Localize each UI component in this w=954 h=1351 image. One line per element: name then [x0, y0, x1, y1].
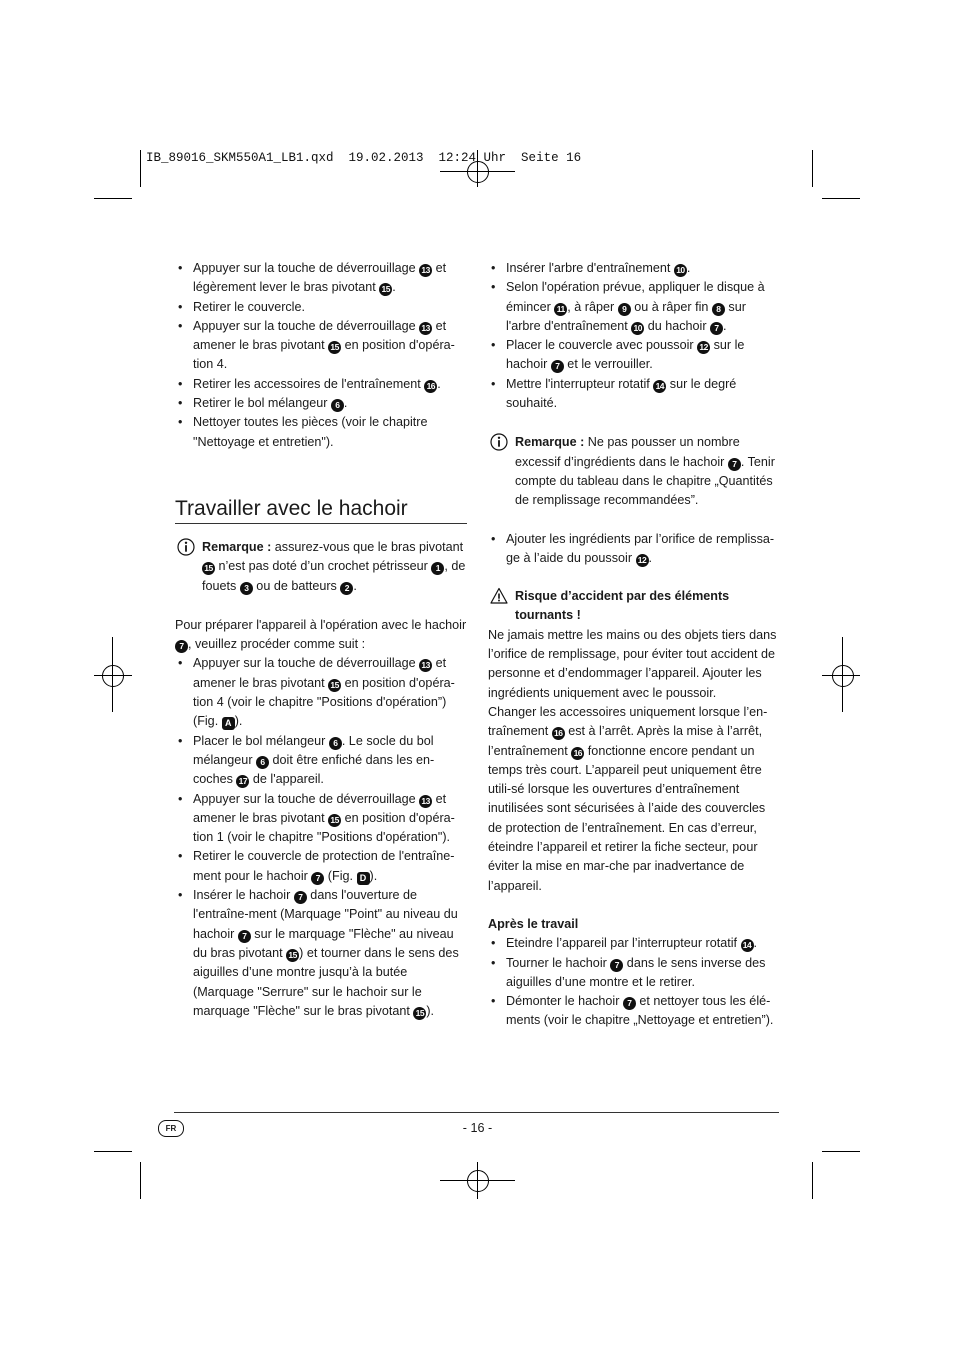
right-mid-list [488, 530, 780, 569]
part-number: 12 [636, 554, 649, 567]
part-number: 14 [653, 380, 666, 393]
text: et amener le bras pivotant [193, 318, 447, 353]
part-number: 13 [419, 322, 432, 335]
part-number: 7 [710, 322, 723, 335]
info-icon [490, 433, 508, 451]
text: doit être enfiché dans les en-coches [193, 752, 435, 787]
text: et le verrouiller. [563, 357, 653, 372]
text: Retirer les accessoires de l'entraînement [193, 376, 425, 391]
part-number: 15 [328, 341, 341, 354]
part-number: 6 [256, 756, 269, 769]
list-item [175, 259, 467, 298]
text: . [686, 261, 691, 275]
text: dans l'ouverture de l'entraîne-ment (Marquage "Point" au niveau du hachoir [193, 888, 458, 941]
list-item [175, 732, 467, 790]
list-item [488, 954, 780, 993]
note-block-left [175, 538, 467, 596]
after-list [488, 934, 780, 1030]
text: sur le marquage "Flèche" au niveau du bras pivotant [193, 926, 454, 960]
note-text: Remarque : Ne pas pousser un nombre excessif d’ingrédients dans le hachoir 7 . Tenir compte du tableau dans le chapitre „Quantités de remplissage recommandées”. [515, 435, 775, 508]
left-top-list [175, 259, 467, 452]
list-item [175, 654, 467, 731]
list-item [488, 259, 780, 278]
text: . Le socle du bol mélangeur [193, 733, 434, 767]
text: de l'appareil. [249, 772, 324, 787]
list-item [175, 298, 467, 317]
part-number: 15 [413, 1007, 426, 1020]
text: Retirer le bol mélangeur [193, 396, 331, 411]
footer-rule [174, 1112, 779, 1113]
text: en position d'opéra-tion 4. [193, 338, 455, 372]
text: Insérer le hachoir [193, 888, 294, 903]
list-item [175, 847, 467, 886]
part-number: 7 [551, 360, 564, 373]
part-number: 7 [623, 997, 636, 1010]
text: Ajouter les ingrédients par l’orifice de remplissa-ge à l’aide du poussoir [506, 531, 775, 565]
right-top-list [488, 259, 780, 413]
list-item [488, 278, 780, 336]
text: . [343, 396, 348, 411]
text: Appuyer sur la touche de déverrouillage [193, 656, 420, 671]
text: ). [234, 714, 243, 729]
text: Appuyer sur la touche de déverrouillage [193, 791, 420, 806]
text: ) et tourner dans le sens des aiguilles d’une montre jusqu’à la butée (Marquage "Serrure" sur le hachoir sur le marquage "Flèche" sur le bras pivotant [193, 945, 459, 1018]
right-column [488, 259, 780, 1031]
text: Tourner le hachoir [506, 955, 611, 970]
part-number: 6 [329, 737, 342, 750]
text: , à râper [567, 299, 618, 314]
part-number: 15 [286, 949, 299, 962]
page-number: - 16 - [462, 1121, 493, 1135]
text: . [392, 280, 396, 295]
warning-body-2: Changer les accessoires uniquement lorsque l’en-traînement 16 est à l’arrêt. Après la mise à l’arrêt, l’entraînement 16 fonctionne encore pendant un temps très court. L’appareil peut uniquement être utili-sé lorsque les ouvertures d’entraînement inutilisées sont sécurisées à l’aide des couvercles de protection de l’entraînement. En cas d’erreur, éteindre l’appareil et retirer la fiche secteur, pour éviter la mise en mar-che par inadvertance de l’appareil. [488, 704, 768, 893]
list-item [175, 394, 467, 413]
figure-ref: A [222, 717, 235, 730]
text: Eteindre l’appareil par l’interrupteur rotatif [506, 936, 741, 951]
text: . [648, 550, 653, 565]
text: Selon l'opération prévue, appliquer le disque à émincer [506, 280, 765, 314]
part-number: 13 [419, 795, 432, 808]
text: . [753, 936, 758, 951]
part-number: 8 [712, 303, 725, 316]
text: et amener le bras pivotant [193, 791, 447, 825]
text: Démonter le hachoir [506, 994, 623, 1009]
text: en position d'opéra-tion 4 (voir le chapitre "Positions d'opération”) (Fig. [193, 675, 455, 729]
text: ). [426, 1003, 435, 1018]
text: Appuyer sur la touche de déverrouillage [193, 318, 420, 333]
text: Appuyer sur la touche de déverrouillage [193, 261, 420, 275]
list-item [488, 934, 780, 953]
part-number: 15 [328, 814, 341, 827]
info-icon [177, 538, 195, 556]
text: sur le hachoir [506, 338, 745, 372]
part-number: 15 [379, 283, 392, 296]
list-item [175, 317, 467, 375]
part-number: 13 [419, 264, 432, 277]
part-number: 12 [697, 341, 710, 354]
part-number: 7 [311, 872, 324, 885]
text: et amener le bras pivotant [193, 656, 447, 690]
text: Mettre l'interrupteur rotatif [506, 376, 654, 391]
text: Nettoyer toutes les pièces (voir le chapitre "Nettoyage et entretien"). [193, 415, 428, 449]
list-item [175, 413, 467, 452]
list-item [175, 790, 467, 848]
text: (Fig. [324, 868, 357, 883]
after-title: Après le travail [488, 916, 579, 931]
list-item [488, 336, 780, 375]
part-number: 17 [236, 775, 249, 788]
part-number: 10 [631, 322, 644, 335]
text: dans le sens inverse des aiguilles d’une montre et le retirer. [506, 955, 766, 989]
list-item [488, 375, 780, 414]
intro-paragraph: Pour préparer l'appareil à l'opération avec le hachoir 7 , veuillez procéder comme suit : [175, 617, 467, 652]
procedure-steps [175, 654, 467, 1021]
text: ). [369, 868, 378, 883]
part-number: 16 [424, 380, 437, 393]
part-number: 14 [741, 939, 754, 952]
file-slug: IB_89016_SKM550A1_LB1.qxd 19.02.2013 12:24 Uhr Seite 16 [146, 151, 582, 165]
text: ou à râper fin [630, 299, 712, 314]
text: Retirer le couvercle de protection de l'entraîne-ment pour le hachoir [193, 849, 455, 883]
part-number: 13 [419, 659, 432, 672]
list-item [175, 375, 467, 394]
section-heading [175, 495, 467, 524]
language-badge: FR [158, 1120, 184, 1137]
text: Placer le couvercle avec poussoir [506, 338, 698, 353]
part-number: 11 [554, 303, 567, 316]
text: sur le degré souhaité. [506, 376, 737, 411]
text: Retirer le couvercle. [193, 299, 305, 314]
text: . [437, 376, 441, 391]
warning-heading [488, 587, 780, 626]
note-block-right [488, 433, 780, 510]
part-number: 7 [294, 891, 307, 904]
text: . [723, 318, 727, 333]
list-item [175, 886, 467, 1021]
text: et nettoyer tous les élé-ments (voir le chapitre „Nettoyage et entretien”). [506, 994, 774, 1028]
part-number: 7 [238, 930, 251, 943]
figure-ref: D [357, 872, 370, 885]
list-item [488, 530, 780, 569]
part-number: 9 [618, 303, 631, 316]
text: et légèrement lever le bras pivotant [193, 261, 447, 295]
left-column [175, 259, 467, 1021]
text: du hachoir [644, 318, 711, 333]
text: Insérer l'arbre d'entraînement [506, 261, 674, 275]
text: Placer le bol mélangeur [193, 733, 329, 748]
part-number: 6 [331, 399, 344, 412]
part-number: 10 [674, 264, 687, 277]
note-text: Remarque : assurez-vous que le bras pivotant 15 n’est pas doté d’un crochet pétrisseur 1 , de fouets 3 ou de batteurs 2 . [202, 539, 466, 593]
warning-body-1: Ne jamais mettre les mains ou des objets tiers dans l’orifice de remplissage, pour éviter tout accident de personne et d’endommager l’appareil. Ajouter les ingrédients uniquement avec le poussoir. [488, 627, 777, 700]
text: en position d'opéra-tion 1 (voir le chapitre "Positions d'opération"). [193, 810, 455, 845]
section-title: Travailler avec le hachoir [175, 496, 408, 520]
part-number: 15 [328, 679, 341, 692]
list-item [488, 992, 780, 1031]
warning-title: Risque d’accident par des éléments tournants ! [515, 589, 730, 623]
part-number: 7 [610, 959, 623, 972]
text: sur l'arbre d'entraînement [506, 299, 746, 333]
warning-icon [490, 587, 508, 605]
